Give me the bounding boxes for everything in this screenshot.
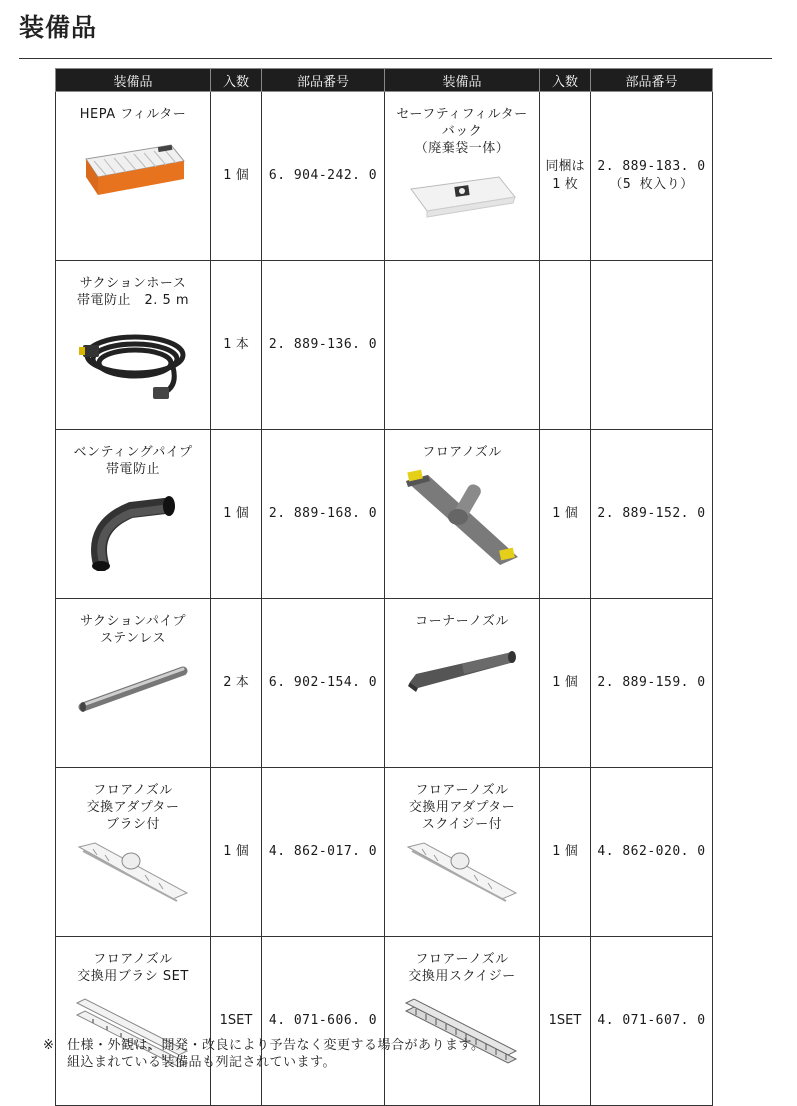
footnote-line-1: 仕様・外観は、開発・改良により予告なく変更する場合があります。 <box>67 1038 485 1053</box>
part-cell <box>262 92 385 261</box>
suction-pipe-icon <box>73 659 193 719</box>
item-qty: 1 個 <box>223 506 249 521</box>
qty-cell <box>540 937 591 1106</box>
item-cell <box>56 937 211 1106</box>
item-part-number: 6. 904-242. 0 <box>268 168 378 183</box>
item-part-number: 2. 889-168. 0 <box>268 506 378 521</box>
qty-cell <box>211 261 262 430</box>
squeegee-adapter-icon <box>402 837 522 907</box>
item-qty: 1 個 <box>223 844 249 859</box>
part-cell <box>591 768 713 937</box>
empty-cell <box>385 261 540 430</box>
item-name: セーフティフィルター バック （廃棄袋一体） <box>396 107 528 156</box>
qty-cell <box>211 937 262 1106</box>
item-name: HEPA フィルター <box>79 107 187 122</box>
item-part-number: 4. 862-017. 0 <box>268 844 378 859</box>
brush-adapter-icon <box>73 837 193 907</box>
qty-cell <box>211 430 262 599</box>
item-name: フロアーノズル 交換用アダプター スクイジー付 <box>408 783 516 832</box>
item-name: ベンティングパイプ 帯電防止 <box>73 445 193 477</box>
item-qty: 同梱は 1 枚 <box>545 159 585 192</box>
qty-cell <box>540 92 591 261</box>
item-cell <box>56 261 211 430</box>
item-name: フロアノズル <box>422 445 502 460</box>
item-qty: 1 本 <box>223 337 249 352</box>
table-header-row <box>56 69 713 92</box>
qty-cell <box>211 599 262 768</box>
item-part-number: 2. 889-152. 0 <box>597 506 706 521</box>
item-cell <box>385 92 540 261</box>
item-cell <box>56 430 211 599</box>
header-item: 装備品 <box>385 69 540 92</box>
item-cell <box>385 768 540 937</box>
qty-cell <box>211 92 262 261</box>
item-name: フロアノズル 交換用ブラシ SET <box>77 952 189 984</box>
qty-cell <box>540 430 591 599</box>
item-cell <box>56 92 211 261</box>
part-cell <box>591 92 713 261</box>
title-divider <box>19 58 772 59</box>
item-cell <box>56 768 211 937</box>
header-qty: 入数 <box>211 69 262 92</box>
floor-nozzle-icon <box>400 465 525 570</box>
item-part-number: 4. 071-607. 0 <box>597 1013 706 1028</box>
item-part-number: 4. 862-020. 0 <box>597 844 706 859</box>
item-name: フロアノズル 交換アダプター ブラシ付 <box>86 783 180 832</box>
part-cell <box>262 599 385 768</box>
header-item: 装備品 <box>56 69 211 92</box>
item-part-number: 2. 889-159. 0 <box>597 675 706 690</box>
item-name: サクションホース 帯電防止 2. 5 m <box>76 276 190 308</box>
safety-filter-bag-icon <box>405 171 520 226</box>
item-cell <box>56 599 211 768</box>
page-title: 装備品 <box>19 13 98 42</box>
item-qty: 1SET <box>219 1013 253 1028</box>
item-part-number: 2. 889-183. 0 （5 枚入り） <box>597 159 706 192</box>
header-qty: 入数 <box>540 69 591 92</box>
corner-nozzle-icon <box>402 642 522 702</box>
qty-cell <box>540 768 591 937</box>
item-qty: 2 本 <box>223 675 249 690</box>
table-row <box>56 937 713 1106</box>
item-qty: 1 個 <box>552 506 578 521</box>
item-cell <box>385 937 540 1106</box>
part-cell <box>262 768 385 937</box>
table-row <box>56 261 713 430</box>
part-cell <box>262 430 385 599</box>
table-row <box>56 430 713 599</box>
part-cell <box>591 599 713 768</box>
part-cell <box>262 261 385 430</box>
item-part-number: 6. 902-154. 0 <box>268 675 378 690</box>
table-row <box>56 599 713 768</box>
footnote-mark: ※ <box>43 1038 55 1053</box>
venting-pipe-icon <box>73 486 193 571</box>
item-cell <box>385 599 540 768</box>
item-cell <box>385 430 540 599</box>
table-row <box>56 92 713 261</box>
empty-cell <box>540 261 591 430</box>
item-part-number: 4. 071-606. 0 <box>268 1013 378 1028</box>
item-qty: 1 個 <box>552 844 578 859</box>
item-name: フロアーノズル 交換用スクイジー <box>408 952 516 984</box>
accessories-table <box>55 68 713 1106</box>
qty-cell <box>211 768 262 937</box>
header-part-number: 部品番号 <box>262 69 385 92</box>
table-row <box>56 768 713 937</box>
empty-cell <box>591 261 713 430</box>
part-cell <box>591 430 713 599</box>
suction-hose-icon <box>73 317 193 402</box>
hepa-filter-icon <box>76 131 191 201</box>
qty-cell <box>540 599 591 768</box>
header-part-number: 部品番号 <box>591 69 713 92</box>
footnote-line-2: 組込まれている装備品も列記されています。 <box>67 1055 336 1070</box>
footnote <box>43 1037 484 1071</box>
item-name: コーナーノズル <box>415 614 509 629</box>
item-part-number: 2. 889-136. 0 <box>268 337 378 352</box>
item-qty: 1 個 <box>223 168 249 183</box>
item-qty: 1 個 <box>552 675 578 690</box>
part-cell <box>591 937 713 1106</box>
item-qty: 1SET <box>548 1013 582 1028</box>
part-cell <box>262 937 385 1106</box>
item-name: サクションパイプ ステンレス <box>80 614 186 646</box>
